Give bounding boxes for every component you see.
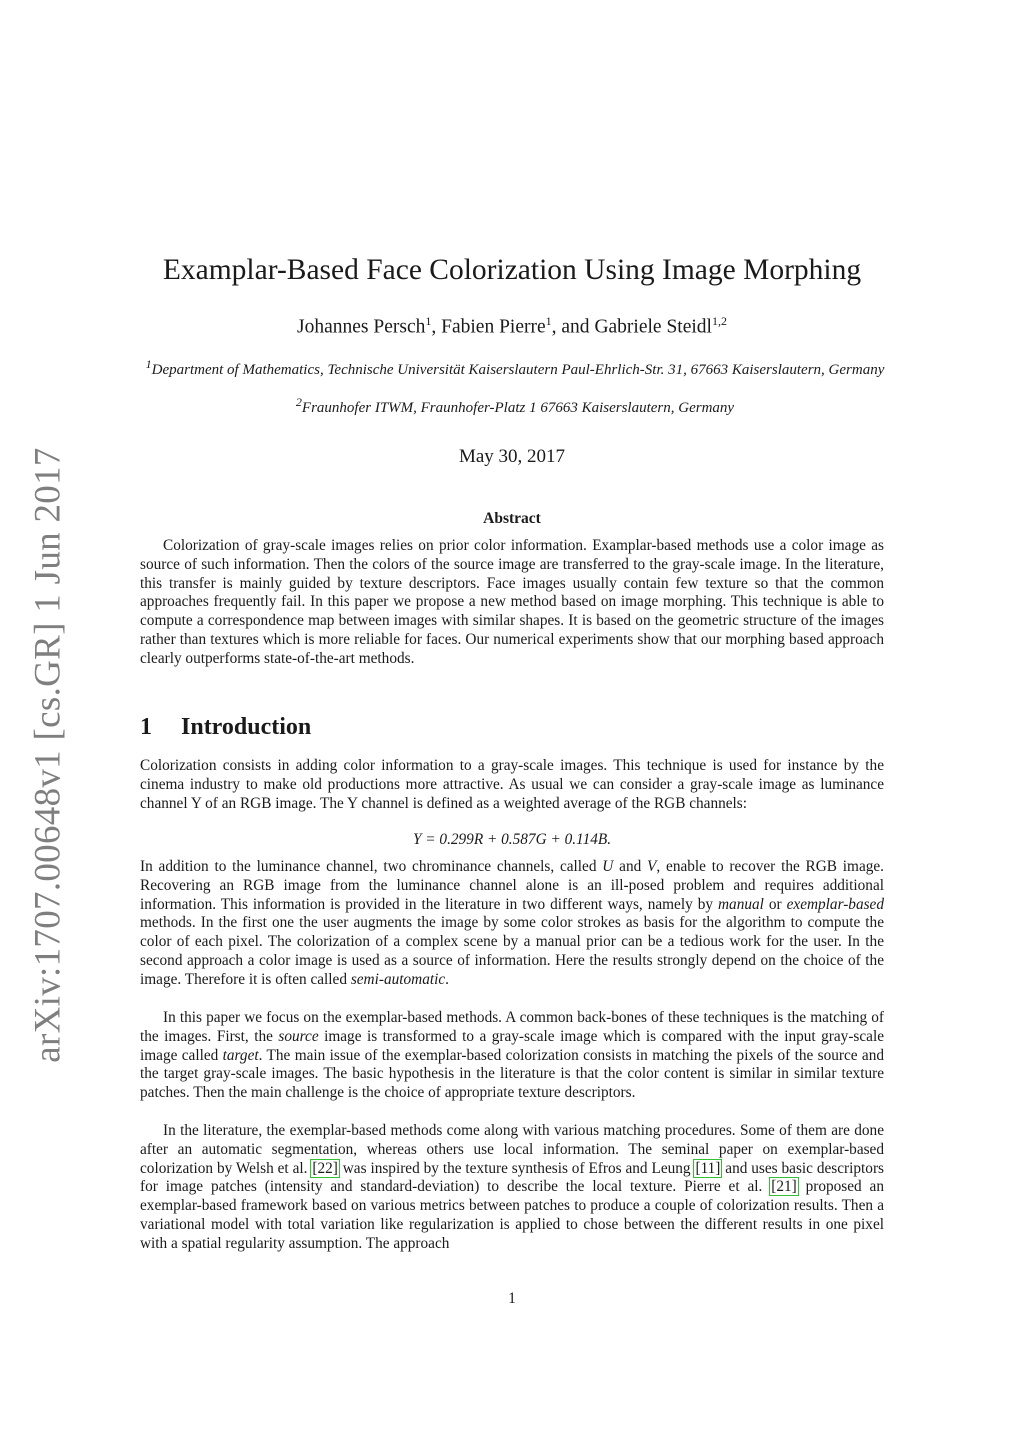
text-run: methods. In the first one the user augments the image by some color strokes as basis for the algorithm to compute the color of each pixel. The colorization of a complex scene by a manual prior can be a tedious work for the user. In the second approach a color image is used as a source of information. Here the results strongly depend on the choice of the image. Therefore it is often called [140, 914, 884, 988]
emphasized-term: manual [718, 895, 764, 913]
abstract-text: Colorization of gray-scale images relies on prior color information. Examplar-based methods use a color image as source of such information. Then the colors of the source image are transferred to the gray-scale image. In the literature, this transfer is mainly guided by texture descriptors. Face images usually contain few texture so that the common approaches frequently fail. In this paper we propose a new method based on image morphing. This technique is able to compute a correspondence map between images with similar shapes. It is based on the geometric structure of the images rather than textures which is more reliable for faces. Our numerical experiments show that our morphing based approach clearly outperforms state-of-the-art methods. [140, 537, 884, 667]
emphasized-term: target [222, 1046, 259, 1064]
text-run: proposed an exemplar-based framework based on various metrics between patches to produce a couple of colorization results. Then a variational model with total variation like regularization is applied to chose between the different results in one pixel with a spatial regularity assumption. The approach [140, 1178, 884, 1252]
math-symbol: U [602, 858, 614, 875]
text-run: . [445, 970, 449, 988]
citation-link-11[interactable]: [11] [695, 1159, 721, 1177]
author-affiliation-mark: 1 [545, 314, 552, 328]
math-symbol: V [647, 858, 657, 875]
arxiv-id-text: arXiv:1707.00648v1 [cs.GR] 1 Jun 2017 [27, 447, 69, 1063]
section-title: Introduction [181, 714, 312, 740]
author-name: Fabien Pierre [441, 316, 546, 338]
affiliation [120, 355, 910, 380]
affiliation-mark: 1 [145, 357, 152, 371]
text-run: , enable to recover the RGB image. Recovering an RGB image from the luminance channel alone is an ill-posed problem and requires additional information. This information is provided in the literature in two different ways, namely by [140, 858, 884, 913]
text-run: or [763, 895, 787, 913]
text-run: and uses basic descriptors for image patches (intensity and standard-deviation) to describe the local texture. Pierre et al. [140, 1159, 884, 1196]
affiliation-mark: 2 [295, 395, 302, 409]
author-name: Johannes Persch [297, 316, 426, 338]
author-separator: , [431, 316, 442, 338]
page-number: 1 [508, 1290, 516, 1307]
emphasized-term: source [278, 1027, 319, 1045]
body-paragraph [140, 1009, 884, 1103]
author-separator: , and [551, 316, 595, 338]
affiliation-text: Department of Mathematics, Technische Universität Kaiserslautern Paul-Ehrlich-Str. 31, 67663 Kaiserslautern, Germany [151, 362, 885, 378]
affiliation [120, 393, 910, 418]
author-affiliation-mark: 1,2 [711, 314, 727, 328]
affiliation-text: Fraunhofer ITWM, Fraunhofer-Platz 1 67663 Kaiserslautern, Germany [301, 400, 735, 416]
arxiv-identifier [18, 447, 78, 1063]
author-affiliation-mark: 1 [425, 314, 432, 328]
text-run: In addition to the luminance channel, two chrominance channels, called [140, 858, 603, 875]
emphasized-term: semi-automatic [350, 970, 446, 988]
section-heading [140, 714, 311, 741]
citation-link-22[interactable]: [22] [312, 1159, 338, 1177]
text-run: In the literature, the exemplar-based methods come along with various matching procedures. Some of them are done after an automatic segmentation, whereas others use local information. The seminal paper on exemplar-based colorization by Welsh et al. [140, 1122, 884, 1177]
body-paragraph [140, 858, 884, 990]
body-paragraph [140, 1122, 884, 1254]
paper-title: Examplar-Based Face Colorization Using Image Morphing [162, 254, 862, 286]
text-run: was inspired by the texture synthesis of Efros and Leung [338, 1159, 695, 1177]
publication-date: May 30, 2017 [458, 446, 566, 467]
author-list [0, 314, 1024, 339]
text-run: image is transformed to a gray-scale image which is compared with the input gray-scale image called [140, 1027, 884, 1064]
author-name: Gabriele Steidl [594, 316, 712, 338]
emphasized-term: exemplar-based [786, 895, 884, 913]
citation-link-21[interactable]: [21] [771, 1178, 797, 1196]
body-paragraph: Colorization consists in adding color information to a gray-scale images. This technique is used for instance by the cinema industry to make old productions more attractive. As usual we can consider a gray-scale image as luminance channel Y of an RGB image. The Y channel is defined as a weighted average of the RGB channels: [140, 757, 884, 812]
text-run: In this paper we focus on the exemplar-based methods. A common back-bones of these techniques is the matching of the images. First, the [140, 1009, 884, 1045]
abstract-heading: Abstract [483, 510, 541, 527]
text-run: . The main issue of the exemplar-based colorization consists in matching the pixels of the source and the target gray-scale images. The basic hypothesis in the literature is that the color content is similar in similar texture patches. Then the main challenge is the choice of appropriate texture descriptors. [140, 1046, 885, 1102]
text-run: and [613, 858, 648, 875]
section-number: 1 [140, 714, 152, 740]
equation: Y = 0.299R + 0.587G + 0.114B. [412, 831, 612, 848]
